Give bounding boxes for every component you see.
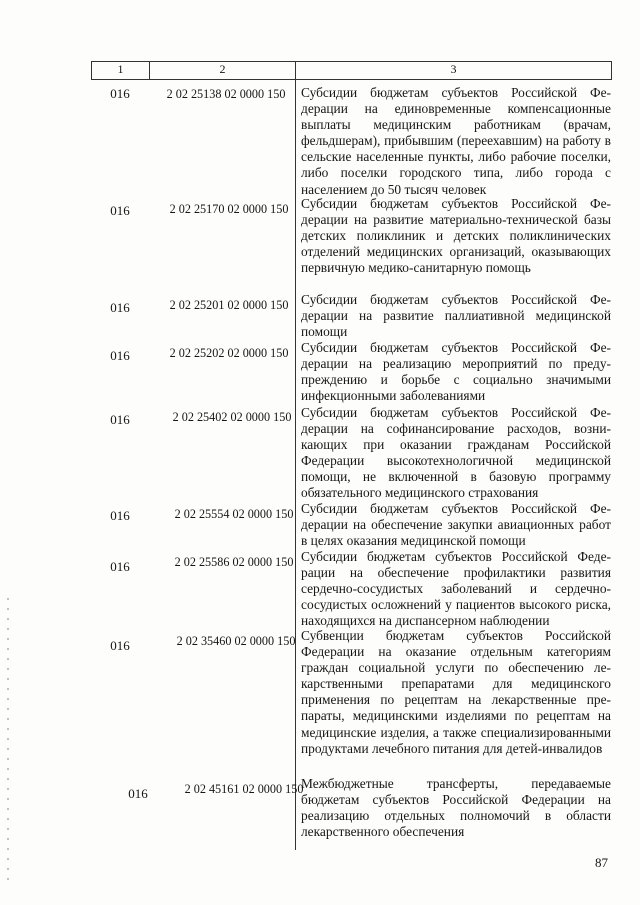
page-number: 87 xyxy=(595,855,608,870)
row-description: Субсидии бюджетам субъектов Российской Федерации на обеспечение закупки авиационных работ в целях оказания медицинской помощи xyxy=(301,501,611,549)
row-budget-code: 2 02 25554 02 0000 150 xyxy=(174,507,294,521)
column-divider-2 xyxy=(295,61,296,850)
row-admin-code: 016 xyxy=(110,300,130,315)
row-admin-code: 016 xyxy=(110,638,130,653)
row-description: Субсидии бюджетам субъектов Российской Федерации на развитие материально-технической базы детских поликлиник и детских поликлинических отделений медицинских организаций, оказывающих первичную медико-санитарную помощь xyxy=(301,196,611,276)
row-budget-code: 2 02 25170 02 0000 150 xyxy=(169,202,289,216)
row-description: Субсидии бюджетам субъектов Российской Федерации на софинансирование расходов, возникающих при оказании гражданам Российской Федерации высокотехнологичной медицинской помощи, не включенной в базовую программу обязательного медицинского страхования xyxy=(301,405,611,501)
row-admin-code: 016 xyxy=(128,786,148,801)
row-description: Субвенции бюджетам субъектов Российской Федерации на оказание отдельным категориям граждан социальной услуги по обеспечению лекарственными препаратами для медицинского применения по рецептам на лекарственные препараты, медицинскими изделиями по рецептам на медицинские изделия, а также специализированными продуктами лечебного питания для детей-инвалидов xyxy=(301,628,611,756)
row-budget-code: 2 02 25586 02 0000 150 xyxy=(174,555,294,569)
row-budget-code: 2 02 25201 02 0000 150 xyxy=(169,298,289,312)
header-col-2: 2 xyxy=(219,62,226,76)
header-bottom-border xyxy=(91,79,611,80)
scan-margin-marks xyxy=(7,598,9,888)
row-admin-code: 016 xyxy=(110,348,130,363)
header-col-1: 1 xyxy=(117,62,124,76)
row-description: Субсидии бюджетам субъектов Российской Федерации на реализацию мероприятий по предупреждению и борьбе с социально значимыми инфекционными заболеваниями xyxy=(301,340,611,404)
row-description: Субсидии бюджетам субъектов Российской Федерации на обеспечение профилактики развития сердечно-сосудистых заболеваний и сердечно-сосудистых осложнений у пациентов высокого риска, находящихся на диспансерном наблюдении xyxy=(301,549,611,629)
header-col-3: 3 xyxy=(450,62,457,76)
row-admin-code: 016 xyxy=(110,203,130,218)
row-description: Субсидии бюджетам субъектов Российской Федерации на развитие паллиативной медицинской помощи xyxy=(301,292,611,340)
table-right-border xyxy=(611,61,612,80)
row-budget-code: 2 02 45161 02 0000 150 xyxy=(184,782,304,796)
row-admin-code: 016 xyxy=(110,86,130,101)
row-description: Субсидии бюджетам субъектов Российской Федерации на единовременные компенсационные выплаты медицинским работникам (врачам, фельдшерам), прибывшим (переехавшим) на работу в сельские населенные пункты, либо рабочие поселки, либо поселки городского типа, либо города с населением до 50 тысяч человек xyxy=(301,85,611,197)
row-budget-code: 2 02 25402 02 0000 150 xyxy=(172,410,292,424)
row-admin-code: 016 xyxy=(110,508,130,523)
row-admin-code: 016 xyxy=(110,559,130,574)
row-budget-code: 2 02 25202 02 0000 150 xyxy=(169,346,289,360)
row-budget-code: 2 02 25138 02 0000 150 xyxy=(166,87,286,101)
row-description: Межбюджетные трансферты, передаваемые бюджетам субъектов Российской Федерации на реализацию отдельных полномочий в области лекарственного обеспечения xyxy=(301,776,611,840)
row-admin-code: 016 xyxy=(110,412,130,427)
row-budget-code: 2 02 35460 02 0000 150 xyxy=(176,634,296,648)
